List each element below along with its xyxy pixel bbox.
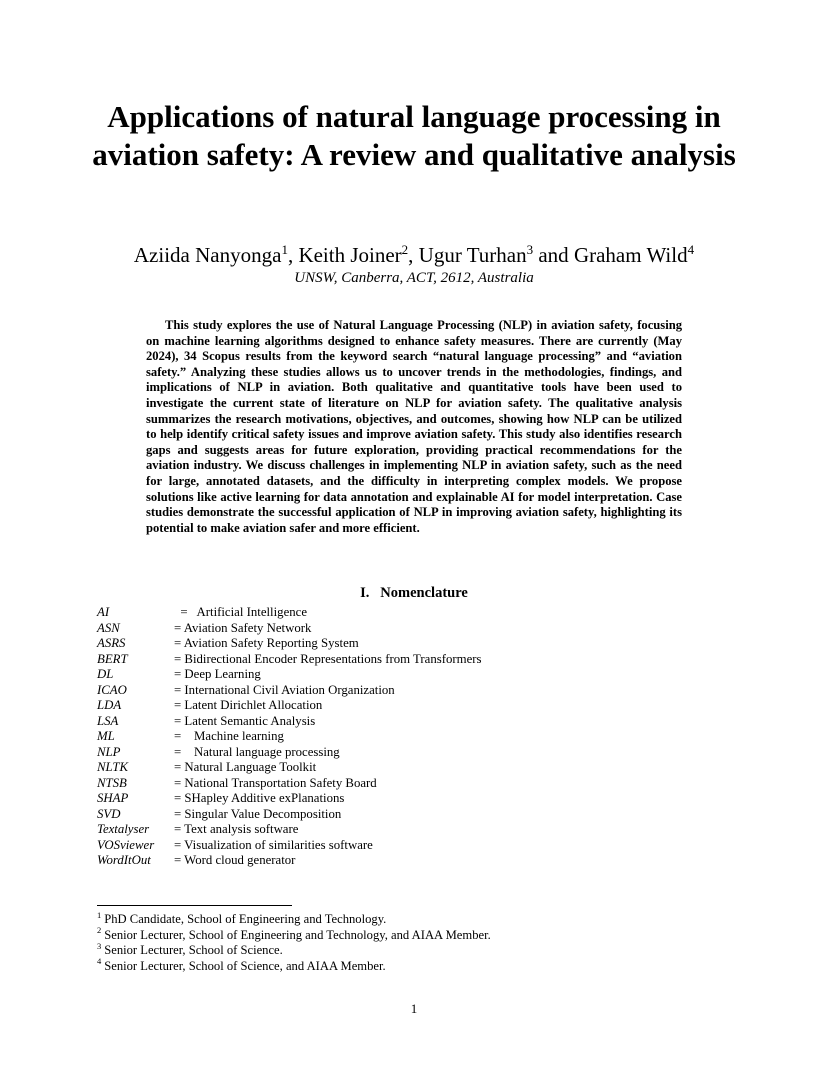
- nomenclature-definition: = National Transportation Safety Board: [174, 775, 377, 790]
- nomenclature-term: VOSviewer: [97, 837, 155, 852]
- nomenclature-term: ICAO: [97, 682, 127, 697]
- footnote: $^1$ PhD Candidate, School of Engineering and Technology.: [97, 909, 387, 926]
- author: Ugur Turhan$^3$ and: [418, 242, 574, 267]
- nomenclature-row: [97, 745, 737, 761]
- author: Graham Wild$^4$: [573, 242, 695, 267]
- affiliation: UNSW, Canberra, ACT, 2612, Australia: [294, 270, 534, 286]
- author: Keith Joiner$^2$,: [298, 242, 419, 267]
- nomenclature-row: [97, 636, 737, 652]
- nomenclature-definition: = Machine learning: [174, 729, 284, 743]
- nomenclature-term: ASRS: [97, 636, 126, 650]
- nomenclature-term: ML: [97, 729, 115, 743]
- nomenclature-term: WordItOut: [97, 853, 151, 867]
- nomenclature-term: BERT: [97, 651, 128, 666]
- nomenclature-list: [97, 605, 737, 869]
- nomenclature-row: [97, 667, 737, 683]
- nomenclature-row: [97, 683, 737, 699]
- page-number: 1: [410, 1001, 418, 1016]
- nomenclature-row: [97, 605, 737, 621]
- footnote: $^2$ Senior Lecturer, School of Engineering and Technology, and AIAA Member.: [97, 925, 491, 942]
- nomenclature-row: [97, 791, 737, 807]
- nomenclature-row: [97, 621, 737, 637]
- nomenclature-row: [97, 698, 737, 714]
- nomenclature-definition: = Text analysis software: [174, 822, 299, 836]
- nomenclature-definition: = Artificial Intelligence: [174, 605, 308, 619]
- nomenclature-row: [97, 714, 737, 730]
- nomenclature-definition: = Visualization of similarities software: [174, 837, 373, 852]
- nomenclature-term: NLP: [97, 744, 121, 759]
- nomenclature-row: [97, 853, 737, 869]
- nomenclature-definition: = Latent Dirichlet Allocation: [174, 698, 323, 712]
- paper-title: Applications of natural language processing in aviation safety: A review and qualitative analysis: [92, 99, 736, 172]
- nomenclature-term: DL: [97, 667, 114, 681]
- nomenclature-row: [97, 729, 737, 745]
- nomenclature-term: LSA: [97, 713, 119, 728]
- nomenclature-row: [97, 776, 737, 792]
- author-list: [0, 242, 828, 268]
- nomenclature-term: SHAP: [97, 791, 129, 805]
- nomenclature-definition: = Bidirectional Encoder Representations from Transformers: [174, 651, 482, 666]
- nomenclature-term: ASN: [97, 620, 120, 635]
- footnote: $^3$ Senior Lecturer, School of Science.: [97, 940, 283, 957]
- section-heading-nomenclature: I. Nomenclature: [360, 585, 468, 601]
- nomenclature-term: SVD: [97, 806, 121, 821]
- nomenclature-definition: = Natural language processing: [174, 744, 340, 759]
- nomenclature-row: [97, 838, 737, 854]
- nomenclature-row: [97, 822, 737, 838]
- nomenclature-row: [97, 652, 737, 668]
- author: Aziida Nanyonga$^1$,: [133, 242, 299, 267]
- nomenclature-row: [97, 760, 737, 776]
- nomenclature-definition: = Singular Value Decomposition: [174, 806, 342, 821]
- nomenclature-definition: = Deep Learning: [174, 667, 261, 681]
- nomenclature-definition: = Word cloud generator: [174, 853, 296, 867]
- footnote: $^4$ Senior Lecturer, School of Science, and AIAA Member.: [97, 956, 386, 973]
- footnotes: [97, 909, 491, 974]
- nomenclature-term: AI: [97, 605, 110, 619]
- nomenclature-definition: = SHapley Additive exPlanations: [174, 791, 345, 805]
- nomenclature-definition: = Natural Language Toolkit: [174, 760, 317, 774]
- footnote-divider: [97, 905, 292, 906]
- abstract: This study explores the use of Natural Language Processing (NLP) in aviation safety, focusing on machine learning algorithms designed to enhance safety measures. There are currently (May 2024), 34 Scopus results from the keyword search “natural language processing” and “aviation safety.” Analyzing these studies allows us to uncover trends in the methodologies, findings, and implications of NLP in aviation. Both qualitative and quantitative tools have been used to investigate the current state of literature on NLP for aviation safety. The qualitative analysis summarizes the research motivations, objectives, and outcomes, showing how NLP can be utilized to help identify critical safety issues and improve aviation safety. This study also identifies research gaps and suggests areas for future exploration, providing practical recommendations for the aviation industry. We discuss challenges in implementing NLP in aviation safety, such as the need for large, annotated datasets, and the difficulty in interpreting complex models. We propose solutions like active learning for data annotation and explainable AI for model interpretation. Case studies demonstrate the successful application of NLP in improving aviation safety, highlighting its potential to make aviation safer and more efficient.: [146, 318, 682, 535]
- nomenclature-definition: = Aviation Safety Network: [174, 620, 312, 635]
- nomenclature-definition: = International Civil Aviation Organization: [174, 682, 395, 697]
- nomenclature-row: [97, 807, 737, 823]
- nomenclature-term: NTSB: [97, 775, 127, 790]
- nomenclature-definition: = Latent Semantic Analysis: [174, 713, 316, 728]
- nomenclature-definition: = Aviation Safety Reporting System: [174, 636, 359, 650]
- nomenclature-term: Textalyser: [97, 822, 150, 836]
- nomenclature-term: NLTK: [97, 760, 129, 774]
- nomenclature-term: LDA: [97, 698, 122, 712]
